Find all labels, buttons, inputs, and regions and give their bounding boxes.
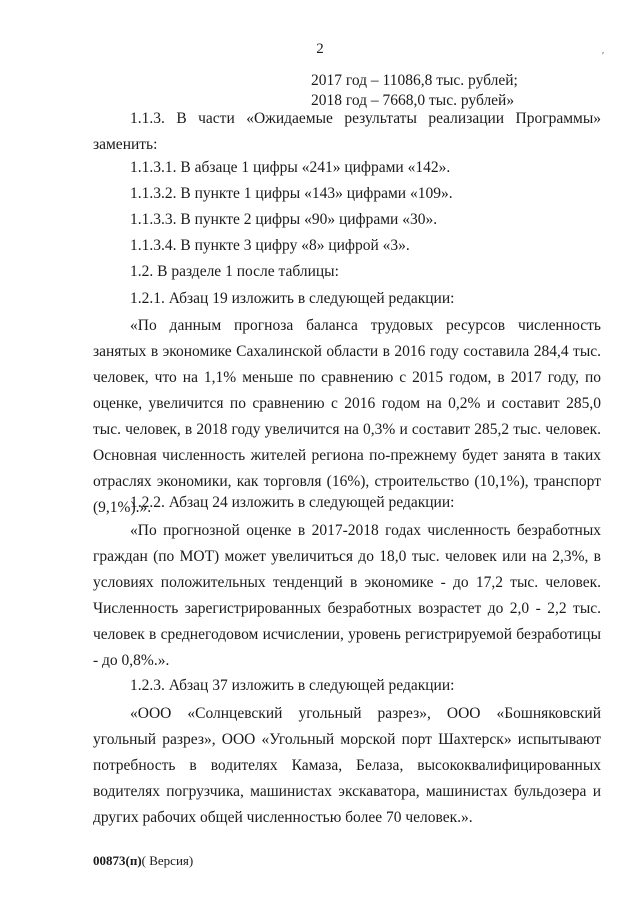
paragraph-1-1-3-2: 1.1.3.2. В пункте 1 цифры «143» цифрами «109». [130, 185, 453, 202]
document-footer [93, 848, 193, 874]
page-number: 2 [316, 41, 324, 57]
budget-line-2017: 2017 год – 11086,8 тыс. рублей; [311, 72, 518, 89]
paragraph-1-1-3-1: 1.1.3.1. В абзаце 1 цифры «241» цифрами «142». [130, 159, 451, 176]
paragraph-1-2-3: 1.2.3. Абзац 37 изложить в следующей редакции: [130, 677, 455, 694]
paragraph-1-1-3 [93, 106, 601, 158]
document-code: 00873(п) [93, 853, 142, 868]
paragraph-1-1-3-3: 1.1.3.3. В пункте 2 цифры «90» цифрами «30». [130, 211, 438, 228]
paragraph-1-1-3-4: 1.1.3.4. В пункте 3 цифру «8» цифрой «3». [130, 237, 410, 254]
quote-abzac-24 [93, 518, 601, 674]
quote-text: «По прогнозной оценке в 2017-2018 годах численность безработных граждан (по МОТ) может увеличиться до 18,0 тыс. человек или на 2,3%, в условиях положительных тенденций в экономике - до 17,2 тыс. человек. Численность зарегистрированных безработных возрастет до 2,0 - 2,2 тыс. человек в среднегодовом исчислении, уровень регистрируемой безработицы - до 0,8%.». [93, 522, 601, 669]
quote-text: «ООО «Солнцевский угольный разрез», ООО «Бошняковский угольный разрез», ООО «Угольный морской порт Шахтерск» испытывают потребность в водителях Камаза, Белаза, высококвалифицированных водителях погрузчика, машинистах экскаватора, машинистах бульдозера и других рабочих общей численностью более 70 человек.». [93, 705, 601, 826]
scan-mark: ′ [602, 51, 605, 62]
paragraph-1-2-1: 1.2.1. Абзац 19 изложить в следующей редакции: [130, 290, 455, 307]
paragraph-text: 1.1.3. В части «Ожидаемые результаты реализации Программы» заменить: [93, 110, 601, 153]
quote-abzac-37 [93, 701, 601, 831]
document-version: ( Версия) [141, 853, 194, 868]
paragraph-1-2: 1.2. В разделе 1 после таблицы: [130, 263, 339, 280]
quote-text: «По данным прогноза баланса трудовых ресурсов численность занятых в экономике Сахалинской области в 2016 году составила 284,4 тыс. человек, что на 1,1% меньше по сравнению с 2015 годом, в 2017 году, по оценке, увеличится по сравнению с 2016 годом на 0,2% и составит 285,0 тыс. человек, в 2018 году увеличится на 0,3% и составит 285,2 тыс. человек. Основная численность жителей региона по-прежнему будет занята в таких отраслях экономики, как торговля (16%), строительство (10,1%), транспорт (9,1%).». [93, 317, 601, 516]
paragraph-1-2-2: 1.2.2. Абзац 24 изложить в следующей редакции: [130, 494, 455, 511]
budget-line-2018: 2018 год – 7668,0 тыс. рублей» [311, 92, 515, 109]
